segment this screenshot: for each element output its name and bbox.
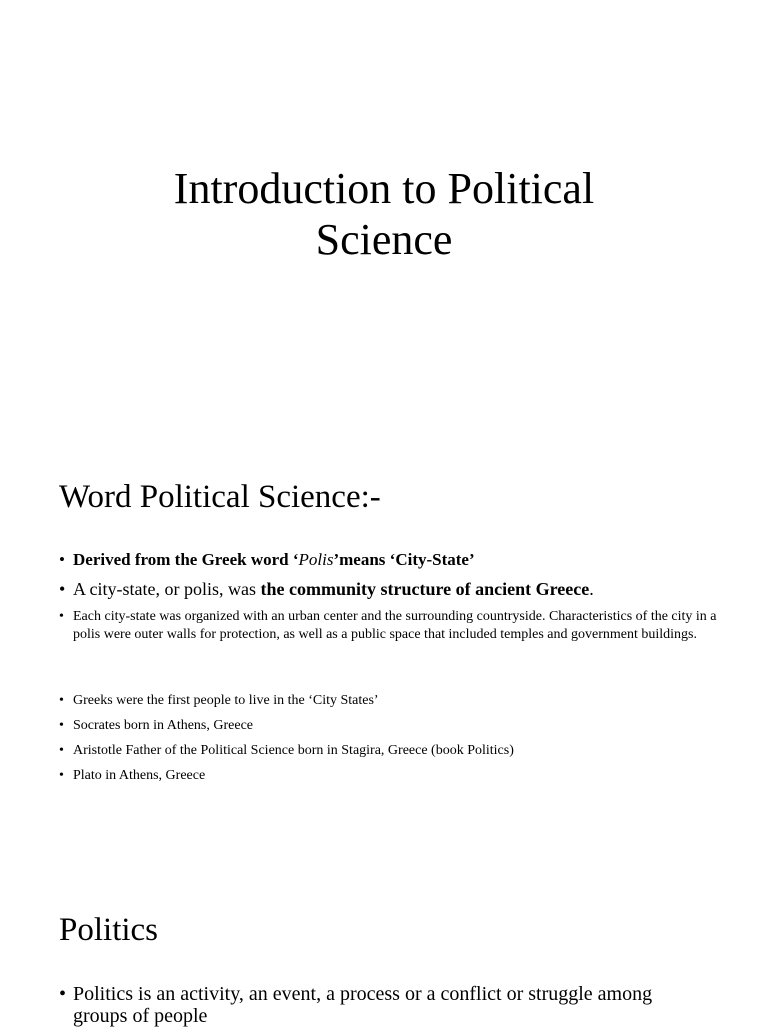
- bullet-icon: •: [59, 579, 66, 599]
- politics-heading: Politics: [59, 912, 159, 948]
- word-bullet-list: [59, 549, 719, 644]
- list-item: [59, 767, 719, 785]
- bullet-icon: •: [59, 743, 64, 758]
- bullet-text: Aristotle Father of the Political Science born in Stagira, Greece (book Politics): [73, 743, 514, 758]
- page-title: [0, 163, 768, 265]
- bullet-icon: •: [59, 718, 64, 733]
- list-item: [59, 742, 719, 760]
- title-slide: [0, 0, 768, 450]
- title-line-1: Introduction to Political: [173, 164, 595, 213]
- bullet-text: Each city-state was organized with an urban center and the surrounding countryside. Characteristics of the city in a polis were outer walls for protection, as well as a public space that included temples and government buildings.: [73, 609, 717, 642]
- bullet-text-italic: Polis: [298, 550, 334, 569]
- list-item: [59, 717, 719, 735]
- bullet-text: Plato in Athens, Greece: [73, 768, 206, 783]
- title-line-2: Science: [315, 215, 453, 264]
- greek-facts-list: [59, 692, 719, 792]
- bullet-text-post: .: [589, 579, 594, 599]
- bullet-icon: •: [59, 550, 65, 569]
- bullet-text: Politics is an activity, an event, a process or a conflict or struggle among groups of people: [73, 983, 653, 1027]
- bullet-text: Greeks were the first people to live in the ‘City States’: [73, 693, 379, 708]
- bullet-text-post: ’means ‘City-State’: [333, 550, 475, 569]
- bullet-text-pre: Derived from the Greek word ‘: [73, 550, 299, 569]
- list-item: [59, 608, 719, 644]
- list-item: [59, 579, 719, 600]
- bullet-text-bold: the community structure of ancient Greece: [260, 579, 590, 599]
- bullet-icon: •: [59, 693, 64, 708]
- bullet-icon: •: [59, 609, 64, 624]
- politics-bullet-list: [59, 983, 699, 1027]
- bullet-icon: •: [59, 983, 67, 1005]
- word-political-science-heading: Word Political Science:-: [59, 479, 381, 515]
- list-item: [59, 983, 699, 1027]
- list-item: [59, 692, 719, 710]
- list-item: [59, 549, 719, 570]
- bullet-text-pre: A city-state, or polis, was: [73, 579, 261, 599]
- bullet-icon: •: [59, 768, 64, 783]
- bullet-text: Socrates born in Athens, Greece: [73, 718, 253, 733]
